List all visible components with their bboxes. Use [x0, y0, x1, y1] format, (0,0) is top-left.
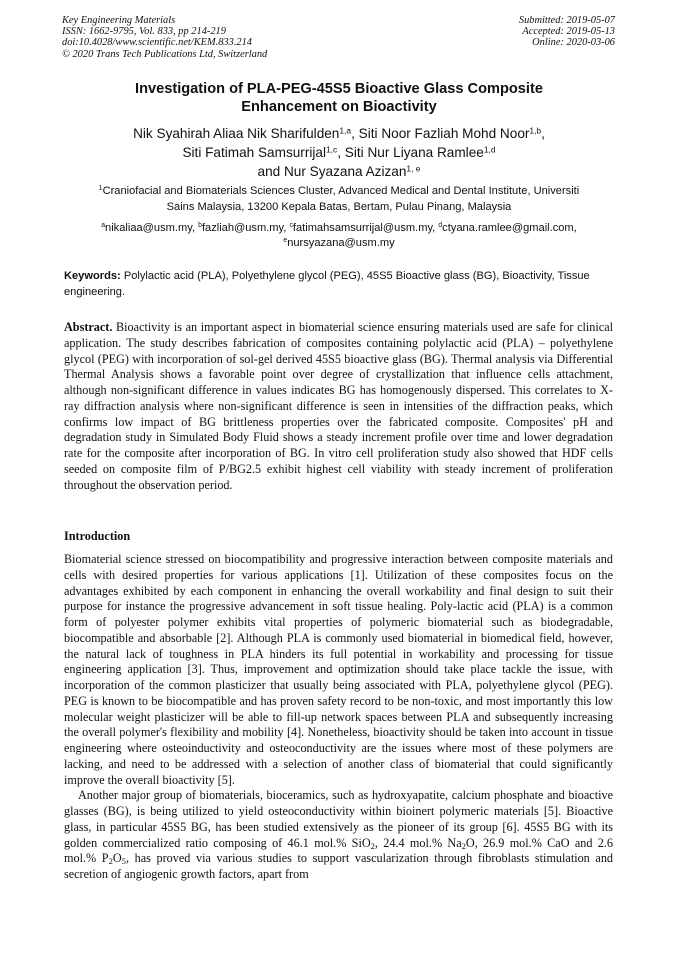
subscript: 2	[461, 840, 466, 851]
doi-line: doi:10.4028/www.scientific.net/KEM.833.214	[62, 37, 252, 49]
author-affiliation-mark: 1,d	[483, 144, 496, 155]
email-mark: e	[283, 237, 288, 245]
paper-title	[60, 81, 618, 116]
author-list	[55, 125, 623, 181]
email-link[interactable]: nikaliaa@usm.my	[105, 222, 192, 234]
author-name: Siti Fatimah Samsurrijal	[182, 144, 326, 160]
online-date: Online: 2020-03-06	[532, 37, 615, 49]
author-line-1: Nik Syahirah Aliaa Nik Sharifulden$^{1,a}$, Siti Noor Fazliah Mohd Noor$^{1,b}$,	[133, 125, 545, 141]
email-link[interactable]: nursyazana@usm.my	[287, 237, 395, 250]
authors-joiner: and	[257, 163, 281, 179]
journal-name: Key Engineering Materials	[62, 15, 176, 26]
email-link[interactable]: ctyana.ramlee@gmail.com	[442, 222, 574, 234]
abstract	[64, 320, 613, 493]
paragraph-text: O, 26.9 mol.% CaO and 2.6 mol.% P	[64, 835, 613, 866]
email-mark: d	[438, 222, 443, 230]
subscript: 2	[108, 856, 113, 867]
accepted-date: Accepted: 2019-05-13	[522, 26, 615, 38]
author-affiliation-mark: 1, e	[406, 162, 421, 173]
affiliation-line-2: Sains Malaysia, 13200 Kepala Batas, Bertam, Pulau Pinang, Malaysia	[166, 200, 512, 213]
title-line-1: Investigation of PLA-PEG-45S5 Bioactive Glass Composite	[135, 81, 543, 97]
affiliation-line-1	[60, 184, 618, 200]
email-mark: a	[101, 222, 106, 230]
email-mark: c	[289, 222, 293, 230]
submission-dates	[519, 15, 615, 49]
author-line-2: Siti Fatimah Samsurrijal$^{1,c}$, Siti Nur Liyana Ramlee$^{1,d}$	[182, 144, 496, 160]
affiliation	[60, 184, 618, 215]
author-name: Siti Noor Fazliah Mohd Noor	[358, 126, 530, 141]
emails-line-2	[58, 236, 620, 251]
affiliation-mark: 1	[98, 185, 103, 193]
author-affiliation-mark: 1,c	[325, 144, 338, 155]
keywords-text: Polylactic acid (PLA), Polyethylene glycol (PEG), 45S5 Bioactive glass (BG), Bioactivity, Tissue engineering.	[64, 270, 590, 298]
affiliation-text: Craniofacial and Biomaterials Sciences Cluster, Advanced Medical and Dental Institute, Universiti	[102, 185, 580, 197]
copyright-line: © 2020 Trans Tech Publications Ltd, Switzerland	[62, 48, 268, 60]
author-affiliation-mark: 1,a	[339, 125, 352, 136]
keywords	[64, 269, 614, 300]
author-line-3	[55, 163, 623, 182]
paragraph-text: Another major group of biomaterials, bioceramics, such as hydroxyapatite, calcium phosphate and bioactive glasses (BG), is being utilized to yield osteoconductivity within bioinert polymeric materials [5]. Bioactive glass, in particular 45S5 BG, has been studied extensively as the pioneer of its group [6]. 45S5 BG with its golden commercialized ratio composing of 46.1 mol.% SiO	[64, 788, 613, 850]
email-mark: b	[198, 222, 202, 230]
paragraph-text: , 24.4 mol.% Na	[374, 835, 462, 850]
paragraph-text: O	[112, 851, 122, 866]
author-affiliation-mark: 1,b	[529, 125, 542, 136]
emails-line-1: $^a$nikaliaa@usm.my, $^b$fazliah@usm.my, $^c$fatimahsamsurrijal@usm.my, $^d$ctyana.ramlee@gmail.com,	[101, 222, 577, 234]
author-name: Siti Nur Liyana Ramlee	[344, 144, 484, 160]
email-link[interactable]: fazliah@usm.my	[201, 222, 284, 234]
intro-paragraph-1: Biomaterial science stressed on biocompatibility and progressive interaction between composite materials and cells with desired properties for various applications [1]. Utilization of these composites focus on the advantages exhibited by each component in enhancing the overall workability and final design to suit their purpose for instance the progressive advancement in soft tissue healing. Poly-lactic acid (PLA) is a common form of polyester polymer exhibits vital properties of polymeric biomaterial such as biodegradable, biocompatible and absorbable [2]. Although PLA is commonly used biomaterial in biomedical field, however, the natural lack of toughness in PLA hinders its full potential in workability and processing for tissue engineering application [3]. Thus, improvement and optimization should take place tackle the issue, with incorporation of the common plasticizer that usually being associated with PLA, polyethylene glycol (PEG). PEG is known to be biocompatible and has proven safety record to be non-toxic, and most importantly this low molecular weight plasticizer will be able to fill-up network spaces between PLA and subsequently increasing the overall polymer's flexibility and mobility [4]. Nonetheless, bioactivity should be taken into account in tissue engineering where osteoinductivity and osteoconductivity are the issues where most of these polymers are lacking, and need to be addressed with a selection of another class of biomaterial that could significantly improve the overall bioactivity [5].	[64, 552, 613, 787]
author-emails	[58, 221, 620, 252]
author-name: Nur Syazana Azizan	[283, 163, 407, 179]
subscript: 5	[121, 856, 126, 867]
keywords-label: Keywords:	[64, 270, 121, 282]
email-link[interactable]: fatimahsamsurrijal@usm.my	[292, 222, 433, 234]
introduction-body	[64, 552, 613, 883]
author-name: Nik Syahirah Aliaa Nik Sharifulden	[133, 126, 340, 141]
intro-paragraph-2	[64, 788, 613, 883]
abstract-label: Abstract.	[64, 320, 113, 334]
subscript: 2	[370, 840, 375, 851]
introduction-heading: Introduction	[64, 529, 131, 543]
title-line-2: Enhancement on Bioactivity	[241, 98, 437, 115]
paragraph-text: , has proved via various studies to support vascularization through fibroblasts stimulation and secretion of angiogenic growth factors, apart from	[64, 851, 614, 881]
submitted-date: Submitted: 2019-05-07	[518, 15, 615, 26]
abstract-text: Bioactivity is an important aspect in biomaterial science ensuring materials used are safe for clinical application. The study describes fabrication of composites containing polylactic acid (PLA) – polyethylene glycol (PEG) with incorporation of sol-gel derived 45S5 bioactive glass (BG). Thermal analysis via Differential Thermal Analysis shows a favorable point over degree of crystallization that influence cells attachment, although non-significant difference in values indicates BG has homogenously dispersed. This correlates to X-ray diffraction analysis where non-significant difference is seen in intensities of the diffraction peaks, which confirms low impact of BG brittleness properties over the fabricated composite. Composites' pH and degradation study in Simulated Body Fluid shows a steady increment profile over time and lower degradation rate for the composite after incorporation of BG. In vitro cell proliferation study also showed that HDF cells seeded on composite film of P/BG2.5 exhibit highest cell viability with steady increment of proliferation throughout the observation period.	[64, 320, 613, 492]
journal-metadata	[62, 15, 267, 60]
issn-line: ISSN: 1662-9795, Vol. 833, pp 214-219	[62, 26, 226, 38]
